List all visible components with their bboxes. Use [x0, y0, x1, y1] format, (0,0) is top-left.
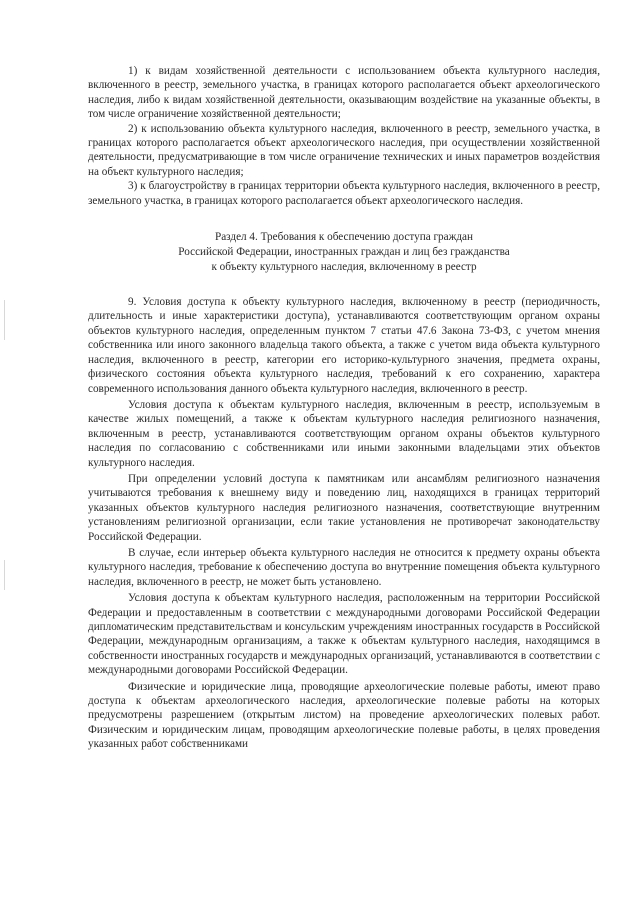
list-item-3: 3) к благоустройству в границах территории объекта культурного наследия, включенного в реестр, земельного участка, в границах которого располагается объект археологического наследия. [88, 180, 600, 207]
list-item-1: 1) к видам хозяйственной деятельности с использованием объекта культурного наследия, включенного в реестр, земельного участка, в границах которого располагается объект археологического наследия, либо к видам хозяйственной деятельности, оказывающим воздействие на указанные объекты, в том числе ограничение хозяйственной деятельности; [88, 65, 600, 121]
section-heading-line-1: Раздел 4. Требования к обеспечению доступа граждан [214, 231, 473, 244]
document-page [88, 64, 600, 752]
paragraph-interior: В случае, если интерьер объекта культурного наследия не относится к предмету охраны объекта культурного наследия, требование к обеспечению доступа во внутренние помещения объекта культурного наследия, включенного в реестр, не может быть установлено. [88, 546, 600, 588]
section-heading [88, 230, 600, 275]
paragraph-diplomatic: Условия доступа к объектам культурного наследия, расположенным на территории Российской Федерации и предоставленным в соответствии с международными договорами Российской Федерации дипломатическим представительствам и консульским учреждениям иностранных государств в Российской Федерации, международным организациям, а также к объектам культурного наследия, находящимся в собственности иностранных государств и международных организаций, устанавливаются в соответствии с международными договорами Российской Федерации. [88, 592, 600, 677]
section-heading-line-2: Российской Федерации, иностранных граждан и лиц без гражданства [178, 246, 510, 259]
paragraph-archaeological: Физические и юридические лица, проводящие археологические полевые работы, имеют право доступа к объектам археологического наследия, археологические полевые работы на которых предусмотрены разрешением (открытым листом) на проведение археологических полевых работ. Физическим и юридическим лицам, проводящим археологические полевые работы, в целях проведения указанных работ собственниками [88, 680, 600, 751]
paragraph-living-religious: Условия доступа к объектам культурного наследия, включенным в реестр, используемым в качестве жилых помещений, а также к объектам культурного наследия религиозного назначения, включенным в реестр, устанавливаются соответствующим органом охраны объектов культурного наследия по согласованию с собственниками или иными законными владельцами этих объектов культурного наследия. [88, 398, 600, 469]
paragraph-9: 9. Условия доступа к объекту культурного наследия, включенному в реестр (периодичность, длительность и иные характеристики доступа), устанавливаются соответствующим органом охраны объектов культурного наследия, определенным пунктом 7 статьи 47.6 Закона 73-ФЗ, с учетом мнения собственника или иного законного владельца такого объекта, а также с учетом вида объекта культурного наследия, включенного в реестр, категории его историко-культурного значения, предмета охраны, физического состояния объекта культурного наследия, требований к его сохранению, характера современного использования данного объекта культурного наследия, включенного в реестр. [88, 296, 600, 395]
list-item-2: 2) к использованию объекта культурного наследия, включенного в реестр, земельного участка, в границах которого располагается объект археологического наследия, при осуществлении хозяйственной деятельности, предусматривающие в том числе ограничение технических и иных параметров воздействия на объект культурного наследия; [88, 122, 600, 178]
paragraph-religious-requirements: При определении условий доступа к памятникам или ансамблям религиозного назначения учитываются требования к внешнему виду и поведению лиц, находящихся в границах территорий указанных объектов культурного наследия религиозного назначения, соответствующие внутренним установлениям религиозной организации, если такие установления не противоречат законодательству Российской Федерации. [88, 472, 600, 543]
scan-margin-mark [4, 300, 5, 340]
section-heading-line-3: к объекту культурного наследия, включенному в реестр [211, 261, 477, 274]
scan-margin-mark [4, 560, 5, 590]
